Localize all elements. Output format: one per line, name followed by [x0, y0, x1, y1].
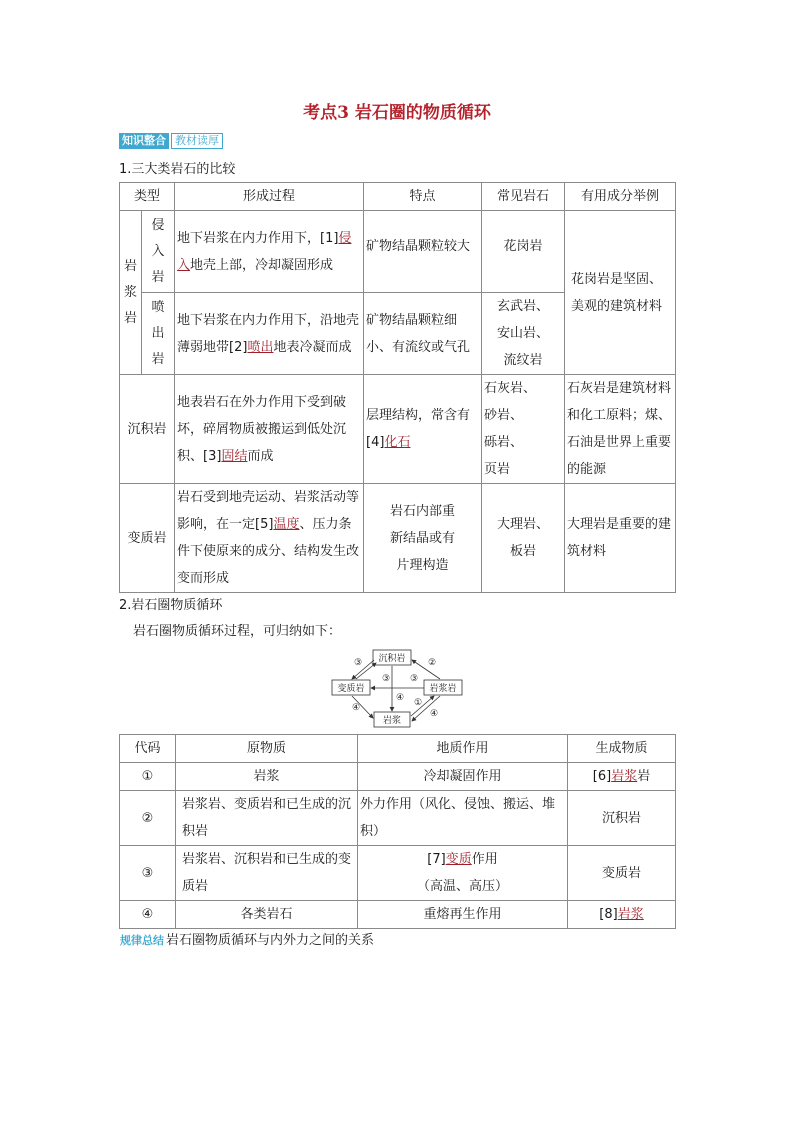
sedimentary-label: 沉积岩	[120, 375, 175, 484]
table-header-row	[120, 183, 676, 211]
rule-summary-text: 岩石圈物质循环与内外力之间的关系	[166, 933, 375, 948]
cycle-code: ①	[120, 763, 176, 791]
cycle-code: ③	[120, 846, 176, 901]
cycle-process: 重熔再生作用	[358, 901, 568, 929]
cycle-row-1	[120, 763, 676, 791]
label-num-2: ②	[428, 658, 437, 668]
cycle-process: 外力作用（风化、侵蚀、搬运、堆积）	[358, 791, 568, 846]
cycle-result: [8]岩浆	[568, 901, 676, 929]
table-row-metamorphic	[120, 484, 676, 593]
cycle-header-code: 代码	[120, 735, 176, 763]
cycle-source: 岩浆	[176, 763, 358, 791]
metamorphic-process: 岩石受到地壳运动、岩浆活动等影响，在一定[5]温度、压力条件下使原来的成分、结构发生改变而形成	[175, 484, 364, 593]
intrusive-feature: 矿物结晶颗粒较大	[364, 211, 482, 293]
answer-4: 化石	[384, 435, 411, 450]
answer-5: 温度	[273, 517, 300, 532]
metamorphic-label: 变质岩	[120, 484, 175, 593]
answer-6: 岩浆	[611, 769, 638, 784]
cycle-result: [6]岩浆岩	[568, 763, 676, 791]
header-rocks: 常见岩石	[482, 183, 565, 211]
header-type: 类型	[120, 183, 175, 211]
label-num-3: ③	[354, 658, 363, 668]
extrusive-process: 地下岩浆在内力作用下，沿地壳薄弱地带[2]喷出地表冷凝而成	[175, 293, 364, 375]
table-row-sedimentary	[120, 375, 676, 484]
rock-cycle-table	[119, 734, 676, 929]
cycle-row-4	[120, 901, 676, 929]
answer-2: 喷出	[247, 339, 274, 355]
cycle-row-2	[120, 791, 676, 846]
page-title: 考点3 岩石圈的物质循环	[303, 103, 491, 123]
table-row-intrusive	[120, 211, 676, 293]
rock-comparison-table	[119, 182, 676, 593]
sedimentary-use: 石灰岩是建筑材料和化工原料；煤、石油是世界上重要的能源	[565, 375, 676, 484]
section2-intro: 岩石圈物质循环过程，可归纳如下：	[133, 624, 342, 639]
rule-summary-label: 规律总结	[120, 934, 164, 947]
header-process: 形成过程	[175, 183, 364, 211]
node-magma-label: 岩浆	[382, 716, 402, 726]
answer-8: 岩浆	[617, 907, 644, 922]
sedimentary-process: 地表岩石在外力作用下受到破坏，碎屑物质被搬运到低处沉积、[3]固结而成	[175, 375, 364, 484]
cycle-header-process: 地质作用	[358, 735, 568, 763]
magma-rock-label: 岩 浆 岩	[120, 211, 142, 375]
tag-textbook: 教材读厚	[171, 133, 223, 149]
cycle-source: 岩浆岩、变质岩和已生成的沉积岩	[176, 791, 358, 846]
label-num-3b: ③	[382, 674, 391, 684]
label-num-3c: ③	[410, 674, 419, 684]
cycle-row-3	[120, 846, 676, 901]
intrusive-rocks: 花岗岩	[482, 211, 565, 293]
metamorphic-use: 大理岩是重要的建筑材料	[565, 484, 676, 593]
tag-knowledge: 知识整合	[119, 133, 169, 149]
header-feature: 特点	[364, 183, 482, 211]
sedimentary-feature: 层理结构，常含有[4]化石	[364, 375, 482, 484]
cycle-result: 沉积岩	[568, 791, 676, 846]
label-num-4c: ④	[430, 709, 439, 719]
metamorphic-feature: 岩石内部重 新结晶或有 片理构造	[364, 484, 482, 593]
header-use: 有用成分举例	[565, 183, 676, 211]
answer-3: 固结	[221, 448, 248, 464]
section1-heading: 1.三大类岩石的比较	[119, 162, 236, 177]
intrusive-label: 侵 入 岩	[142, 211, 175, 293]
sedimentary-rocks: 石灰岩、 砂岩、 砾岩、 页岩	[482, 375, 565, 484]
cycle-header-row	[120, 735, 676, 763]
answer-7: 变质	[445, 852, 472, 867]
cycle-result: 变质岩	[568, 846, 676, 901]
cycle-source: 岩浆岩、沉积岩和已生成的变质岩	[176, 846, 358, 901]
label-num-4b: ④	[352, 703, 361, 713]
answer-1: 侵入	[177, 230, 352, 273]
rock-cycle-diagram	[330, 648, 466, 730]
node-igneous-label: 岩浆岩	[429, 684, 457, 694]
section-tags	[119, 133, 223, 149]
cycle-header-result: 生成物质	[568, 735, 676, 763]
cycle-source: 各类岩石	[176, 901, 358, 929]
extrusive-rocks: 玄武岩、 安山岩、 流纹岩	[482, 293, 565, 375]
node-metamorphic-label: 变质岩	[337, 684, 365, 694]
label-num-1: ①	[414, 698, 423, 708]
section2-heading: 2.岩石圈物质循环	[119, 598, 223, 613]
extrusive-label: 喷 出 岩	[142, 293, 175, 375]
cycle-code: ④	[120, 901, 176, 929]
cycle-header-source: 原物质	[176, 735, 358, 763]
cycle-process: [7]变质作用 （高温、高压）	[358, 846, 568, 901]
label-num-4a: ④	[396, 693, 405, 703]
rule-summary	[120, 929, 374, 948]
extrusive-feature: 矿物结晶颗粒细小、有流纹或气孔	[364, 293, 482, 375]
intrusive-process: 地下岩浆在内力作用下，[1]侵入地壳上部，冷却凝固形成	[175, 211, 364, 293]
cycle-process: 冷却凝固作用	[358, 763, 568, 791]
node-sedimentary-label: 沉积岩	[378, 654, 406, 664]
magma-use: 花岗岩是坚固、美观的建筑材料	[565, 211, 676, 375]
cycle-code: ②	[120, 791, 176, 846]
metamorphic-rocks: 大理岩、 板岩	[482, 484, 565, 593]
